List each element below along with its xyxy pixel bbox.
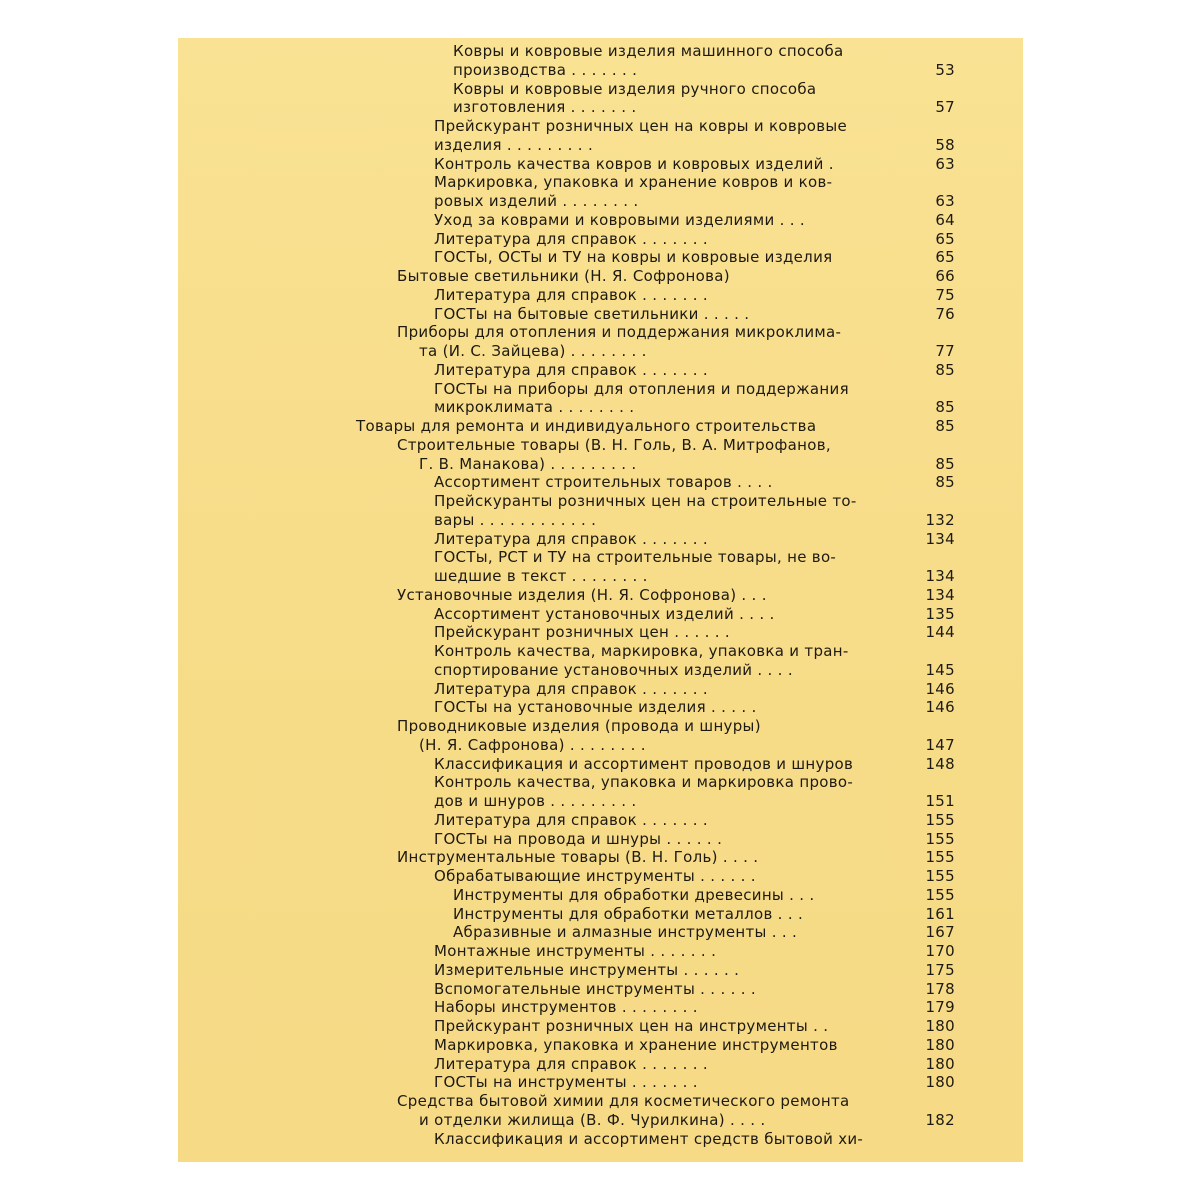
toc-entry-title <box>178 867 903 886</box>
toc-page-number: 64 <box>935 210 955 229</box>
toc-entry-line: Монтажные инструменты . . . . . . . <box>434 942 717 960</box>
toc-entry <box>178 305 1023 324</box>
toc-page-number: 85 <box>935 417 955 435</box>
toc-page-number: 144 <box>925 623 955 642</box>
toc-entry-title <box>178 923 903 942</box>
toc-entry-title <box>178 380 903 418</box>
toc-entry <box>178 961 1023 980</box>
toc-page-number: 135 <box>925 604 955 623</box>
toc-entry-title <box>178 811 903 830</box>
toc-entry-line: изделия . . . . . . . . . <box>434 135 594 154</box>
toc-page-number: 58 <box>935 135 955 154</box>
toc-page-number: 66 <box>935 267 955 285</box>
toc-entry <box>178 1130 1023 1149</box>
toc-entry-line: Литература для справок . . . . . . . <box>434 1054 708 1073</box>
toc-entry-line: Контроль качества ковров и ковровых изделий . <box>434 154 834 173</box>
toc-entry <box>178 980 1023 999</box>
toc-page-number: 182 <box>925 1110 955 1129</box>
toc-entry-title <box>178 323 903 361</box>
toc-entry-line: Маркировка, упаковка и хранение ковров и ков- <box>434 173 833 192</box>
toc-page-number: 148 <box>925 754 955 773</box>
toc-page-number: 53 <box>935 60 955 79</box>
toc-entry <box>178 361 1023 380</box>
toc-entry-line: Классификация и ассортимент средств бытовой хи- <box>434 1129 864 1148</box>
toc-entry-line: Классификация и ассортимент проводов и шнуров <box>434 754 854 773</box>
toc-entry-line: Г. В. Манакова) . . . . . . . . . <box>419 454 637 473</box>
toc-entry-line: Литература для справок . . . . . . . <box>434 529 708 548</box>
toc-entry-line: Инструменты для обработки металлов . . . <box>453 904 804 923</box>
toc-entry <box>178 380 1023 418</box>
toc-entry-title <box>178 473 903 492</box>
toc-entry-line: Прейскурант розничных цен на ковры и ковровые <box>434 117 848 135</box>
toc-entry-line: производства . . . . . . . <box>453 60 638 79</box>
toc-page-number: 132 <box>925 510 955 529</box>
toc-entry-line: Абразивные и алмазные инструменты . . . <box>453 923 798 942</box>
toc-entry <box>178 248 1023 267</box>
toc-entry-title <box>178 155 903 174</box>
toc-entry-title <box>178 248 903 267</box>
toc-entry <box>178 755 1023 774</box>
toc-entry-line: спортирование установочных изделий . . . . <box>434 660 793 679</box>
toc-entry <box>178 42 1023 80</box>
toc-entry <box>178 905 1023 924</box>
toc-page-number: 155 <box>925 829 955 848</box>
toc-page-number: 180 <box>925 1073 955 1092</box>
toc-page-number: 85 <box>935 473 955 492</box>
toc-entry-title <box>178 942 903 961</box>
toc-page-number: 151 <box>925 792 955 810</box>
toc-page-number: 134 <box>925 585 955 604</box>
toc-entry <box>178 923 1023 942</box>
toc-entry <box>178 717 1023 755</box>
toc-entry <box>178 230 1023 249</box>
toc-entry-title <box>178 848 903 867</box>
toc-entry-line: Измерительные инструменты . . . . . . <box>434 960 740 979</box>
toc-entry <box>178 286 1023 305</box>
toc-entry-line: Обрабатывающие инструменты . . . . . . <box>434 867 756 885</box>
toc-entry-title <box>178 173 903 211</box>
toc-entry-line: ГОСТы на установочные изделия . . . . . <box>434 698 757 717</box>
toc-page-number: 75 <box>935 285 955 304</box>
toc-entry <box>178 698 1023 717</box>
toc-page-number: 146 <box>925 698 955 717</box>
toc-entry-line: Прейскурант розничных цен . . . . . . <box>434 623 730 642</box>
toc-entry-title <box>178 905 903 924</box>
toc-entry-title <box>178 492 903 530</box>
toc-entry-line: Средства бытовой химии для косметического ремонта <box>397 1092 850 1110</box>
toc-page-number: 134 <box>925 567 955 585</box>
toc-entry <box>178 867 1023 886</box>
toc-page-number: 145 <box>925 660 955 679</box>
toc-entry <box>178 155 1023 174</box>
toc-entry-title <box>178 305 903 324</box>
toc-entry <box>178 473 1023 492</box>
toc-entry-line: ГОСТы на провода и шнуры . . . . . . <box>434 829 723 848</box>
toc-entry-line: Литература для справок . . . . . . . <box>434 285 708 304</box>
toc-entry-line: ГОСТы, ОСТы и ТУ на ковры и ковровые изделия <box>434 248 833 267</box>
toc-entry <box>178 323 1023 361</box>
toc-entry-line: Инструменты для обработки древесины . . . <box>453 885 815 904</box>
toc-entry-line: ГОСТы на бытовые светильники . . . . . <box>434 304 750 323</box>
toc-entry-line: Товары для ремонта и индивидуального строительства <box>356 417 817 435</box>
toc-entry-title <box>178 886 903 905</box>
toc-entry-line: изготовления . . . . . . . <box>453 98 637 117</box>
toc-entry <box>178 548 1023 586</box>
toc-entry <box>178 886 1023 905</box>
toc-entry <box>178 605 1023 624</box>
toc-entry <box>178 830 1023 849</box>
toc-page-number: 65 <box>935 229 955 248</box>
toc-entry-line: Прейскурант розничных цен на инструменты . . <box>434 1017 829 1035</box>
toc-entry <box>178 492 1023 530</box>
toc-entry-line: Приборы для отопления и поддержания микроклима- <box>397 323 842 342</box>
toc-entry-title <box>178 117 903 155</box>
toc-page-number: 161 <box>925 904 955 923</box>
toc-page-number: 77 <box>935 342 955 360</box>
toc-entry-title <box>178 230 903 249</box>
toc-entry-line: Литература для справок . . . . . . . <box>434 810 708 829</box>
toc-entry-line: Проводниковые изделия (провода и шнуры) <box>397 717 761 735</box>
toc-entry-line: Ковры и ковровые изделия ручного способа <box>453 79 817 98</box>
toc-entry-title <box>178 1130 903 1149</box>
toc-entry-title <box>178 42 903 80</box>
toc-entry <box>178 1036 1023 1055</box>
toc-entry <box>178 117 1023 155</box>
toc-page-number: 155 <box>925 848 955 867</box>
toc-entry-title <box>178 623 903 642</box>
toc-entry-line: и отделки жилища (В. Ф. Чурилкина) . . . . <box>419 1110 766 1129</box>
toc-entry <box>178 773 1023 811</box>
toc-page-number: 167 <box>925 923 955 942</box>
toc-page-number: 63 <box>935 192 955 210</box>
toc-entry <box>178 1073 1023 1092</box>
toc-entry-line: ровых изделий . . . . . . . . <box>434 192 639 210</box>
toc-entry-title <box>178 642 903 680</box>
toc-page-number: 180 <box>925 1035 955 1054</box>
toc-page-number: 85 <box>935 398 955 417</box>
toc-entry-line: Вспомогательные инструменты . . . . . . <box>434 979 756 998</box>
toc-page-number: 155 <box>925 810 955 829</box>
toc-entry <box>178 211 1023 230</box>
toc-entry <box>178 436 1023 474</box>
toc-page-number: 178 <box>925 979 955 998</box>
toc-entry-title <box>178 1017 903 1036</box>
toc-entry <box>178 998 1023 1017</box>
toc-page-number: 170 <box>925 942 955 960</box>
toc-page-number: 57 <box>935 98 955 117</box>
toc-entry-title <box>178 286 903 305</box>
toc-entry <box>178 417 1023 436</box>
toc-entry-line: Литература для справок . . . . . . . <box>434 229 708 248</box>
toc-entry-title <box>178 980 903 999</box>
toc-entry-line: Наборы инструментов . . . . . . . . <box>434 998 698 1017</box>
toc-entry <box>178 642 1023 680</box>
toc-entry <box>178 586 1023 605</box>
toc-entry <box>178 1017 1023 1036</box>
toc-page-number: 155 <box>925 885 955 904</box>
toc-entry-line: Установочные изделия (Н. Я. Софронова) . . . <box>397 585 767 604</box>
toc-entry <box>178 680 1023 699</box>
toc-entry-line: Контроль качества, упаковка и маркировка прово- <box>434 773 854 792</box>
table-of-contents <box>178 42 1023 1148</box>
toc-entry-line: та (И. С. Зайцева) . . . . . . . . <box>419 342 647 360</box>
toc-entry-title <box>178 530 903 549</box>
toc-page-number: 63 <box>935 154 955 173</box>
toc-page-number: 180 <box>925 1054 955 1073</box>
toc-entry <box>178 1055 1023 1074</box>
toc-page-number: 65 <box>935 248 955 267</box>
toc-entry-title <box>178 1036 903 1055</box>
toc-entry-line: Маркировка, упаковка и хранение инструментов <box>434 1035 838 1054</box>
toc-entry-line: Ассортимент строительных товаров . . . . <box>434 473 773 492</box>
toc-entry <box>178 530 1023 549</box>
toc-entry-title <box>178 698 903 717</box>
toc-entry-title <box>178 755 903 774</box>
toc-entry-line: ГОСТы, РСТ и ТУ на строительные товары, не во- <box>434 548 837 567</box>
toc-page-number: 85 <box>935 454 955 473</box>
toc-entry-title <box>178 830 903 849</box>
toc-entry-title <box>178 1073 903 1092</box>
toc-entry-line: Контроль качества, маркировка, упаковка и тран- <box>434 642 849 660</box>
toc-page-number: 85 <box>935 360 955 379</box>
toc-page-number: 76 <box>935 304 955 323</box>
toc-entry-title <box>178 548 903 586</box>
toc-entry <box>178 80 1023 118</box>
toc-entry-title <box>178 773 903 811</box>
toc-page-number: 134 <box>925 529 955 548</box>
toc-entry-line: шедшие в текст . . . . . . . . <box>434 567 648 585</box>
toc-entry <box>178 623 1023 642</box>
toc-entry-title <box>178 417 903 436</box>
toc-entry-title <box>178 267 903 286</box>
toc-entry-line: Ассортимент установочных изделий . . . . <box>434 604 775 623</box>
toc-entry-line: Ковры и ковровые изделия машинного способа <box>453 42 844 60</box>
scanned-page <box>178 38 1023 1162</box>
toc-entry-title <box>178 717 903 755</box>
toc-entry-title <box>178 680 903 699</box>
toc-entry-line: Литература для справок . . . . . . . <box>434 679 708 698</box>
toc-entry-title <box>178 436 903 474</box>
toc-entry-line: Литература для справок . . . . . . . <box>434 360 708 379</box>
toc-entry-line: (Н. Я. Сафронова) . . . . . . . . <box>419 735 646 754</box>
toc-entry-line: ГОСТы на инструменты . . . . . . . <box>434 1073 698 1092</box>
toc-entry <box>178 811 1023 830</box>
toc-page-number: 155 <box>925 867 955 885</box>
toc-page-number: 147 <box>925 735 955 754</box>
toc-entry-title <box>178 586 903 605</box>
toc-entry-line: Инструментальные товары (В. Н. Голь) . . . . <box>397 848 759 867</box>
toc-page-number: 179 <box>925 998 955 1017</box>
toc-entry-line: вары . . . . . . . . . . . . <box>434 510 597 529</box>
toc-entry <box>178 173 1023 211</box>
toc-entry-title <box>178 211 903 230</box>
toc-page-number: 180 <box>925 1017 955 1035</box>
toc-entry-line: микроклимата . . . . . . . . <box>434 398 635 417</box>
toc-entry-title <box>178 80 903 118</box>
toc-entry-line: дов и шнуров . . . . . . . . . <box>434 792 637 810</box>
toc-entry-line: Бытовые светильники (Н. Я. Софронова) <box>397 267 730 285</box>
toc-entry-line: Уход за коврами и ковровыми изделиями . . . <box>434 210 805 229</box>
toc-entry-line: ГОСТы на приборы для отопления и поддержания <box>434 379 849 398</box>
toc-entry-title <box>178 1092 903 1130</box>
toc-entry <box>178 267 1023 286</box>
toc-entry <box>178 848 1023 867</box>
toc-entry-title <box>178 605 903 624</box>
toc-entry-title <box>178 1055 903 1074</box>
toc-entry-title <box>178 961 903 980</box>
toc-entry <box>178 1092 1023 1130</box>
toc-page-number: 146 <box>925 679 955 698</box>
toc-entry-line: Прейскуранты розничных цен на строительные то- <box>434 492 857 510</box>
toc-entry-line: Строительные товары (В. Н. Голь, В. А. Митрофанов, <box>397 435 831 454</box>
toc-page-number: 175 <box>925 960 955 979</box>
toc-entry-title <box>178 361 903 380</box>
toc-entry <box>178 942 1023 961</box>
toc-entry-title <box>178 998 903 1017</box>
